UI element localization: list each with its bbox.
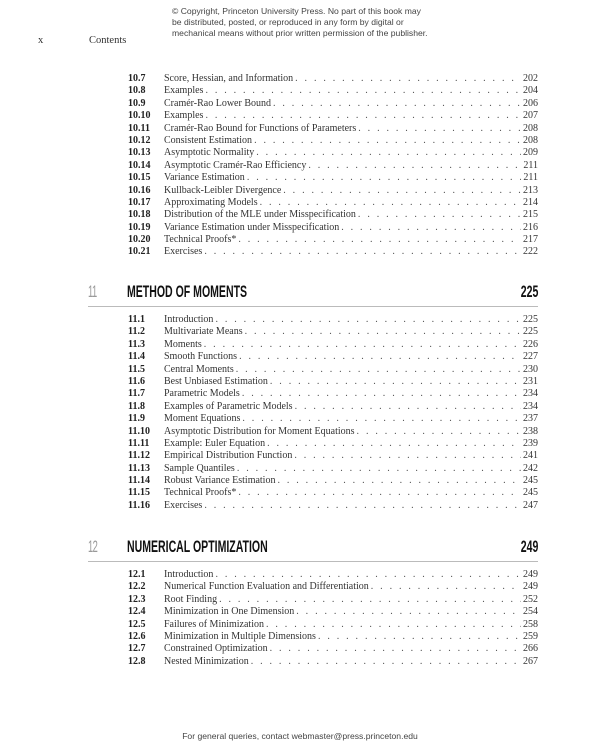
section-title[interactable]: Example: Euler Equation — [164, 437, 266, 449]
section-title[interactable]: Approximating Models — [164, 196, 258, 208]
section-title[interactable]: Exercises — [164, 499, 203, 511]
toc-section-list-ch10 — [128, 73, 538, 259]
section-number: 11.13 — [128, 462, 150, 474]
toc-entry[interactable] — [128, 314, 538, 326]
toc-entry[interactable] — [128, 326, 538, 338]
section-title[interactable]: Minimization in One Dimension — [164, 606, 295, 618]
section-page: 234 — [523, 388, 538, 400]
section-number: 10.18 — [128, 209, 151, 221]
section-page: 238 — [523, 425, 538, 437]
dot-leader — [294, 450, 521, 462]
section-page: 211 — [523, 172, 538, 184]
toc-entry[interactable] — [128, 619, 538, 631]
section-page: 204 — [523, 85, 538, 97]
copyright-notice: © Copyright, Princeton University Press. No part of this book may be distributed, posted, or reproduced in any form by digital or mechanical means without prior written permission of the publisher. — [172, 6, 428, 38]
dot-leader — [251, 656, 521, 668]
dot-leader — [245, 326, 521, 338]
section-number: 12.1 — [128, 569, 146, 580]
dot-leader — [308, 160, 521, 172]
section-page: 245 — [523, 487, 538, 499]
section-page: 209 — [523, 147, 538, 159]
toc-entry[interactable] — [128, 185, 538, 197]
dot-leader — [215, 314, 521, 326]
section-number: 10.13 — [128, 147, 151, 159]
toc-entry[interactable] — [128, 123, 538, 135]
section-page: 254 — [523, 606, 538, 618]
dot-leader — [205, 85, 521, 97]
toc-entry[interactable] — [128, 450, 538, 462]
section-page: 208 — [523, 134, 538, 146]
toc-entry[interactable] — [128, 234, 538, 246]
section-title[interactable]: Variance Estimation — [164, 172, 245, 184]
section-number: 11.14 — [128, 475, 150, 487]
dot-leader — [296, 606, 521, 618]
toc-entry[interactable] — [128, 401, 538, 413]
section-number: 11.3 — [128, 338, 145, 350]
chapter-page: 225 — [520, 282, 538, 301]
section-title[interactable]: Root Finding — [164, 593, 218, 605]
section-page: 241 — [523, 450, 538, 462]
toc-entry[interactable] — [128, 197, 538, 209]
section-title[interactable]: Distribution of the MLE under Misspecification — [164, 209, 356, 221]
section-title[interactable]: Variance Estimation under Misspecification — [164, 221, 340, 233]
toc-entry[interactable] — [128, 98, 538, 110]
chapter-title[interactable]: NUMERICAL OPTIMIZATION — [127, 537, 268, 556]
chapter-page: 249 — [520, 537, 538, 556]
toc-entry[interactable] — [128, 209, 538, 221]
chapter-number: 12 — [88, 537, 98, 556]
dot-leader — [204, 246, 521, 258]
toc-entry[interactable] — [128, 222, 538, 234]
toc-entry[interactable] — [128, 475, 538, 487]
section-number: 10.9 — [128, 97, 146, 109]
dot-leader — [266, 619, 521, 631]
section-title[interactable]: Asymptotic Cramér-Rao Efficiency — [164, 159, 307, 171]
section-page: 259 — [523, 630, 538, 642]
toc-entry[interactable] — [128, 500, 538, 512]
dot-leader — [238, 234, 521, 246]
dot-leader — [236, 364, 521, 376]
chapter-number: 11 — [88, 282, 97, 301]
section-page: 211 — [523, 159, 538, 171]
section-page: 245 — [523, 475, 538, 487]
section-title[interactable]: Parametric Models — [164, 388, 240, 400]
toc-entry[interactable] — [128, 246, 538, 258]
section-number: 11.7 — [128, 388, 145, 400]
toc-entry[interactable] — [128, 656, 538, 668]
toc-entry[interactable] — [128, 172, 538, 184]
section-number: 10.14 — [128, 159, 151, 171]
section-page: 206 — [523, 97, 538, 109]
dot-leader — [237, 463, 521, 475]
section-page: 215 — [523, 209, 538, 221]
section-title[interactable]: Moments — [164, 338, 202, 350]
section-page: 208 — [523, 122, 538, 134]
toc-entry[interactable] — [128, 426, 538, 438]
section-title[interactable]: Nested Minimization — [164, 655, 249, 667]
section-number: 11.5 — [128, 363, 145, 375]
section-title[interactable]: Cramér-Rao Lower Bound — [164, 97, 271, 109]
dot-leader — [242, 413, 521, 425]
section-title[interactable]: Examples of Parametric Models — [164, 400, 293, 412]
section-number: 10.16 — [128, 184, 151, 196]
section-title[interactable]: Consistent Estimation — [164, 134, 253, 146]
section-title[interactable]: Empirical Distribution Function — [164, 450, 293, 462]
section-number: 11.15 — [128, 487, 150, 499]
dot-leader — [283, 185, 521, 197]
section-page: 237 — [523, 413, 538, 425]
section-number: 11.9 — [128, 413, 145, 425]
section-page: 222 — [523, 246, 538, 258]
toc-entry[interactable] — [128, 413, 538, 425]
section-page: 227 — [523, 351, 538, 363]
chapter-title[interactable]: METHOD OF MOMENTS — [127, 282, 248, 301]
dot-leader — [242, 388, 521, 400]
section-title[interactable]: Score, Hessian, and Information — [164, 73, 294, 84]
toc-section-list-ch11 — [128, 314, 538, 512]
section-page: 249 — [523, 581, 538, 593]
section-title[interactable]: Minimization in Multiple Dimensions — [164, 630, 316, 642]
toc-entry[interactable] — [128, 606, 538, 618]
section-page: 266 — [523, 643, 538, 655]
section-title[interactable]: Numerical Function Evaluation and Differentiation — [164, 581, 369, 593]
section-page: 217 — [523, 234, 538, 246]
dot-leader — [204, 500, 521, 512]
toc-entry[interactable] — [128, 463, 538, 475]
section-page: 230 — [523, 363, 538, 375]
section-page: 239 — [523, 437, 538, 449]
section-number: 12.2 — [128, 581, 146, 593]
dot-leader — [270, 643, 521, 655]
running-head-title: Contents — [89, 35, 127, 46]
section-number: 10.19 — [128, 221, 151, 233]
section-number: 10.20 — [128, 234, 151, 246]
section-page: 258 — [523, 618, 538, 630]
toc-entry[interactable] — [128, 147, 538, 159]
dot-leader — [219, 594, 521, 606]
section-title[interactable]: Kullback-Leibler Divergence — [164, 184, 282, 196]
section-page: 242 — [523, 462, 538, 474]
section-page: 267 — [523, 655, 538, 667]
section-number: 10.21 — [128, 246, 151, 258]
section-page: 202 — [523, 73, 538, 84]
toc-entry[interactable] — [128, 487, 538, 499]
section-title[interactable]: Introduction — [164, 314, 214, 325]
dot-leader — [295, 401, 521, 413]
section-number: 12.7 — [128, 643, 146, 655]
section-title[interactable]: Sample Quantiles — [164, 462, 235, 474]
dot-leader — [270, 376, 521, 388]
toc-entry[interactable] — [128, 569, 538, 581]
dot-leader — [277, 475, 521, 487]
section-title[interactable]: Technical Proofs* — [164, 487, 237, 499]
section-page: 225 — [523, 326, 538, 338]
toc-entry[interactable] — [128, 594, 538, 606]
section-title[interactable]: Central Moments — [164, 363, 234, 375]
section-page: 216 — [523, 221, 538, 233]
section-title[interactable]: Robust Variance Estimation — [164, 475, 276, 487]
dot-leader — [204, 339, 521, 351]
toc-entry[interactable] — [128, 364, 538, 376]
toc-entry[interactable] — [128, 388, 538, 400]
dot-leader — [205, 110, 521, 122]
dot-leader — [239, 351, 521, 363]
section-page: 214 — [523, 196, 538, 208]
section-title[interactable]: Introduction — [164, 569, 214, 580]
section-number: 11.4 — [128, 351, 145, 363]
toc-entry[interactable] — [128, 73, 538, 85]
toc-entry[interactable] — [128, 135, 538, 147]
section-number: 10.17 — [128, 196, 151, 208]
section-number: 11.11 — [128, 437, 150, 449]
toc-entry[interactable] — [128, 643, 538, 655]
dot-leader — [254, 135, 521, 147]
dot-leader — [247, 172, 522, 184]
section-number: 11.6 — [128, 375, 145, 387]
section-number: 11.16 — [128, 499, 150, 511]
section-number: 10.8 — [128, 85, 146, 97]
dot-leader — [295, 73, 521, 85]
section-page: 226 — [523, 338, 538, 350]
section-number: 12.8 — [128, 655, 146, 667]
section-title[interactable]: Multivariate Means — [164, 326, 243, 338]
dot-leader — [273, 98, 521, 110]
dot-leader — [358, 123, 521, 135]
dot-leader — [267, 438, 521, 450]
toc-entry[interactable] — [128, 438, 538, 450]
section-page: 247 — [523, 499, 538, 511]
section-title[interactable]: Asymptotic Distribution for Moment Equations — [164, 425, 355, 437]
section-page: 234 — [523, 400, 538, 412]
dot-leader — [357, 426, 521, 438]
toc-entry[interactable] — [128, 631, 538, 643]
toc-entry[interactable] — [128, 376, 538, 388]
section-number: 12.5 — [128, 618, 146, 630]
dot-leader — [341, 222, 521, 234]
section-title[interactable]: Examples — [164, 110, 204, 122]
dot-leader — [238, 487, 521, 499]
section-page: 249 — [523, 569, 538, 580]
section-page: 225 — [523, 314, 538, 325]
toc-entry[interactable] — [128, 581, 538, 593]
section-number: 11.1 — [128, 314, 145, 325]
toc-entry[interactable] — [128, 351, 538, 363]
section-number: 11.12 — [128, 450, 150, 462]
section-number: 12.3 — [128, 593, 146, 605]
dot-leader — [260, 197, 521, 209]
toc-section-list-ch12 — [128, 569, 538, 668]
section-title[interactable]: Constrained Optimization — [164, 643, 268, 655]
section-number: 10.7 — [128, 73, 146, 84]
section-number: 11.8 — [128, 400, 145, 412]
section-title[interactable]: Exercises — [164, 246, 203, 258]
section-title[interactable]: Cramér-Rao Bound for Functions of Parameters — [164, 122, 357, 134]
section-number: 10.12 — [128, 134, 151, 146]
dot-leader — [215, 569, 521, 581]
toc-entry[interactable] — [128, 339, 538, 351]
footer-contact: For general queries, contact webmaster@press.princeton.edu — [182, 731, 418, 741]
section-title[interactable]: Smooth Functions — [164, 351, 238, 363]
section-title[interactable]: Best Unbiased Estimation — [164, 375, 268, 387]
section-page: 231 — [523, 375, 538, 387]
toc-entry[interactable] — [128, 160, 538, 172]
section-number: 11.2 — [128, 326, 145, 338]
section-number: 10.11 — [128, 122, 150, 134]
dot-leader — [371, 581, 521, 593]
toc-entry[interactable] — [128, 85, 538, 97]
chapter-heading-12 — [88, 537, 538, 562]
section-number: 12.4 — [128, 606, 146, 618]
section-title[interactable]: Moment Equations — [164, 413, 241, 425]
dot-leader — [256, 147, 521, 159]
toc-entry[interactable] — [128, 110, 538, 122]
dot-leader — [318, 631, 521, 643]
section-title[interactable]: Failures of Minimization — [164, 618, 264, 630]
section-page: 213 — [523, 184, 538, 196]
chapter-heading-11 — [88, 282, 538, 307]
section-number: 10.10 — [128, 110, 151, 122]
section-title[interactable]: Asymptotic Normality — [164, 147, 255, 159]
section-number: 11.10 — [128, 425, 150, 437]
section-page: 252 — [523, 593, 538, 605]
dot-leader — [358, 209, 521, 221]
section-number: 10.15 — [128, 172, 151, 184]
section-title[interactable]: Technical Proofs* — [164, 234, 237, 246]
section-title[interactable]: Examples — [164, 85, 204, 97]
section-page: 207 — [523, 110, 538, 122]
section-number: 12.6 — [128, 630, 146, 642]
page-number: x — [38, 35, 44, 46]
